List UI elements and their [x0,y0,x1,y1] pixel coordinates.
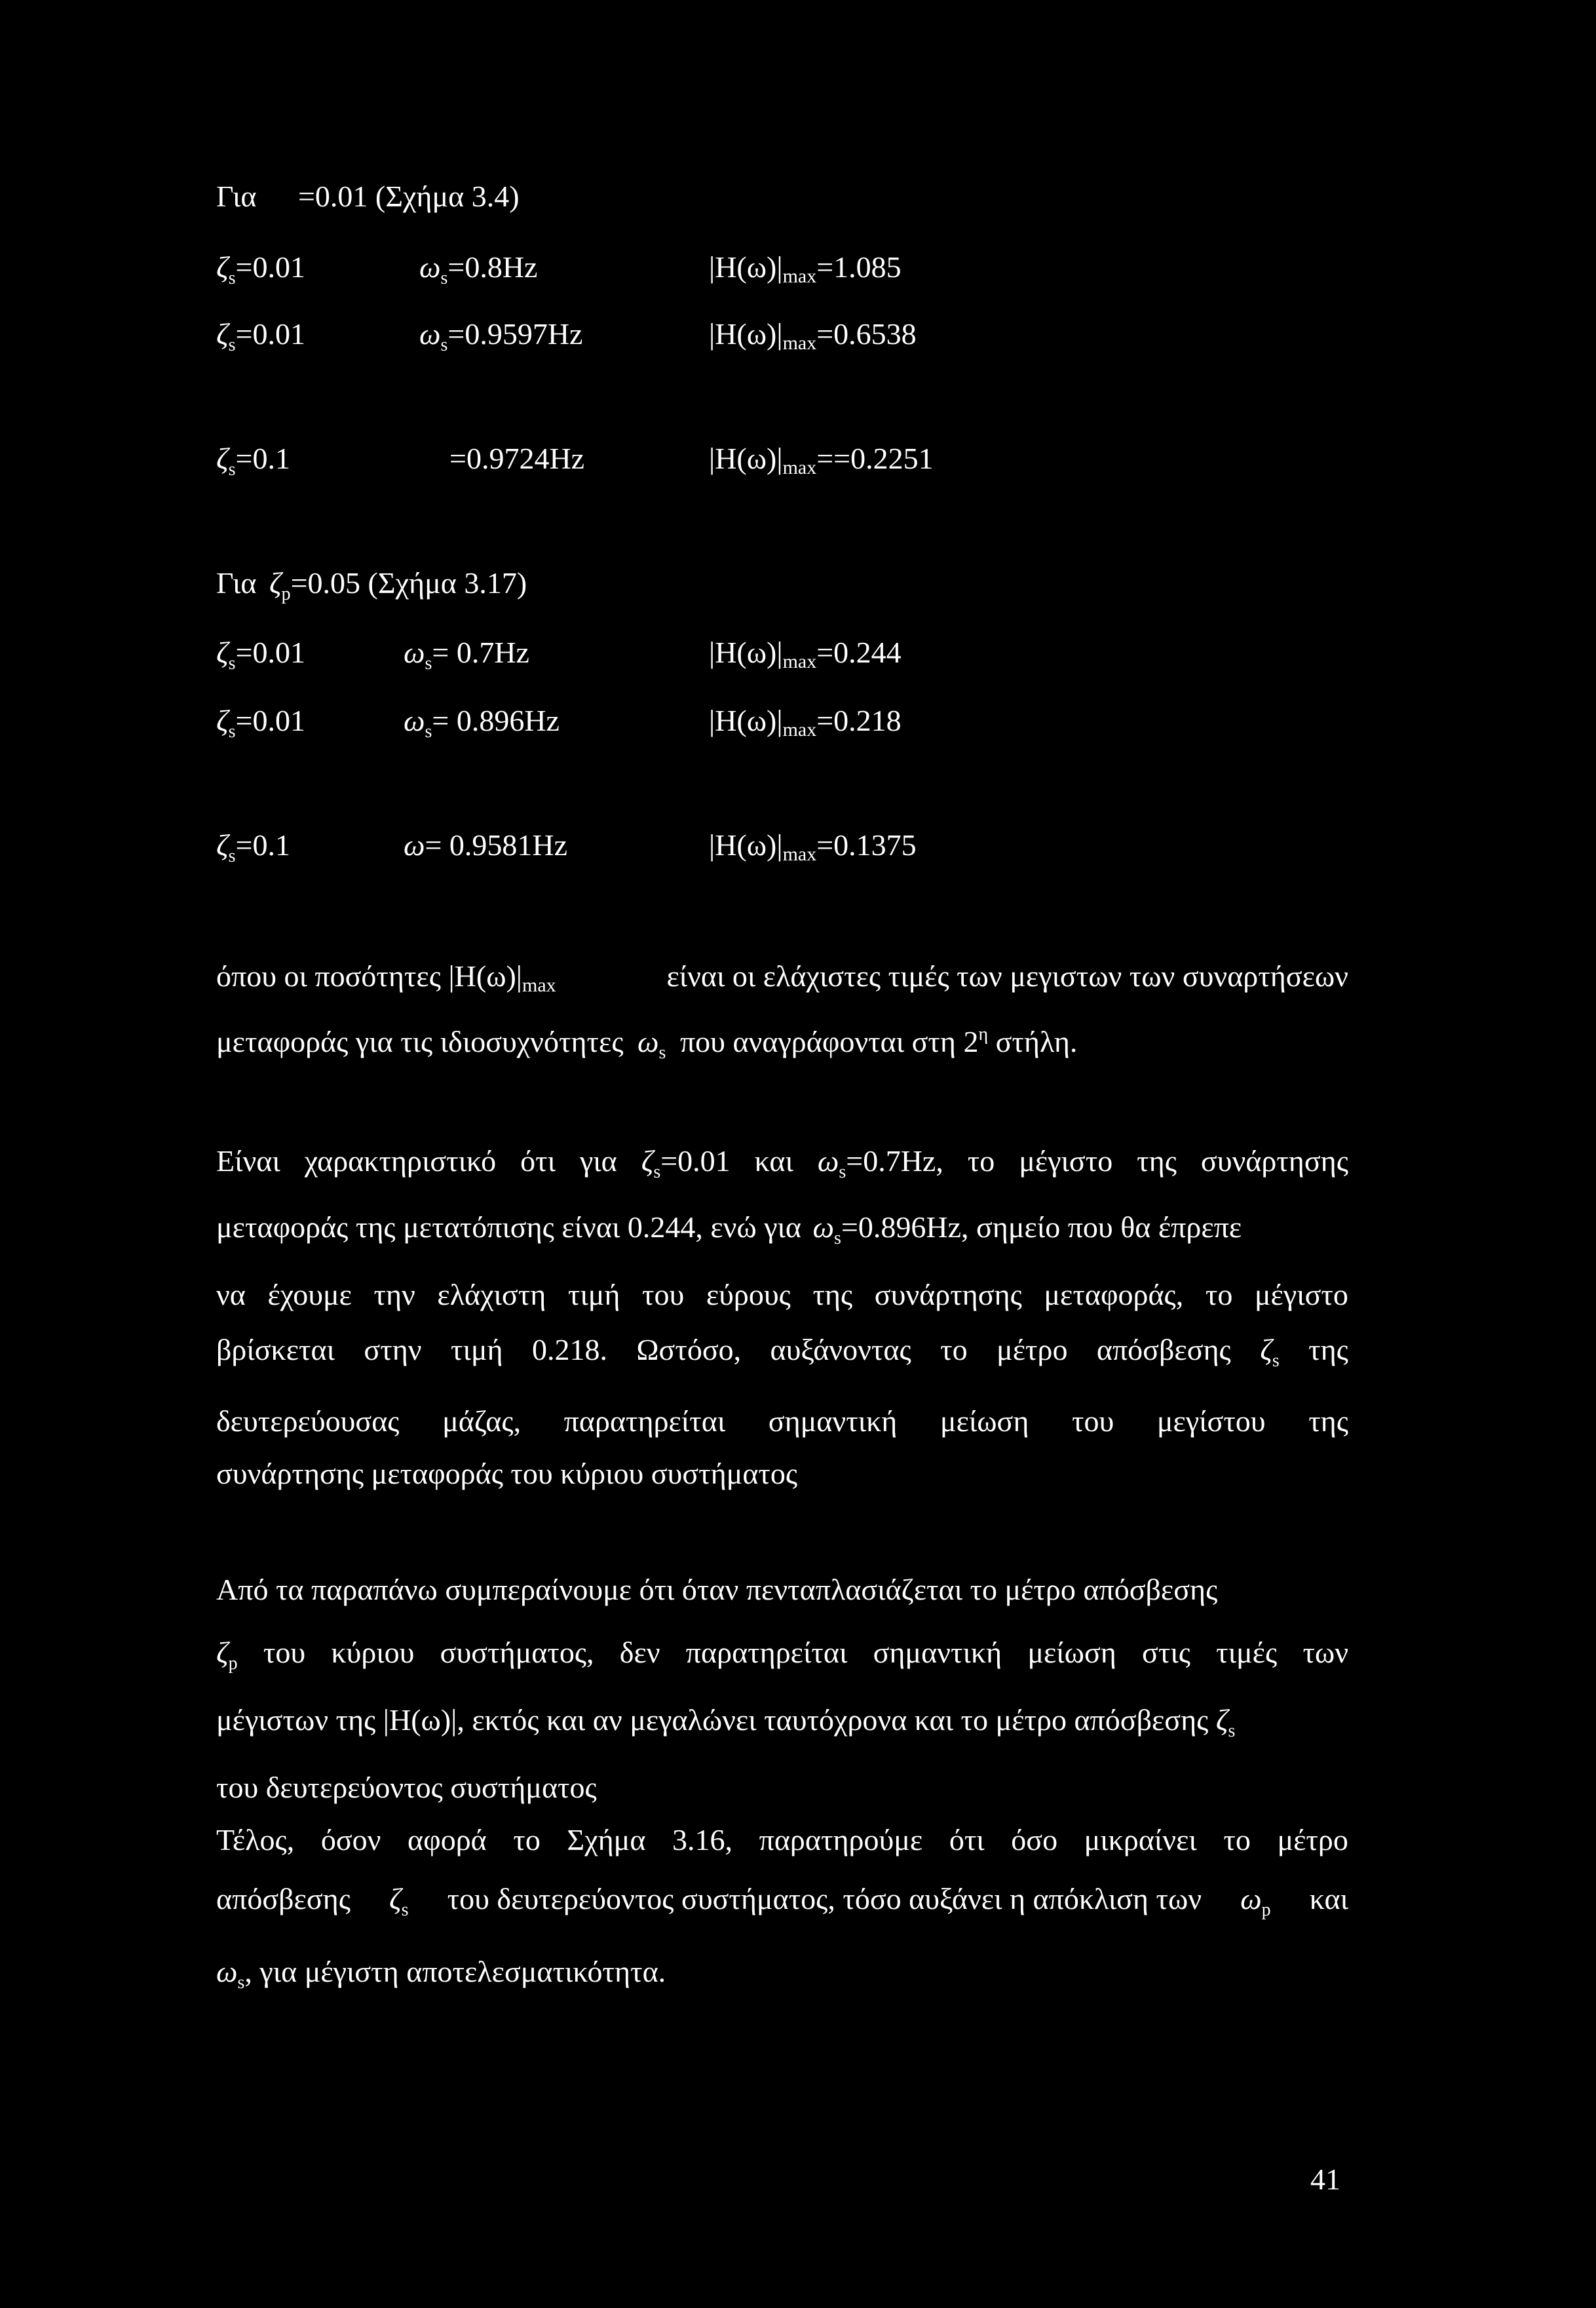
text-line: συνάρτησης μεταφοράς του κύριου συστήματος [216,1457,798,1490]
heading-prefix: Για [216,180,257,213]
h-cell: |H(ω)|max=1.085 [709,250,902,287]
block2-heading: Για $\zeta_p=0.05$ (Σχήμα 3.17) [216,566,527,604]
text-line: απόσβεσης $\zeta_s$ του δευτερεύοντος συστήματος, τόσο αυξάνει η απόκλιση των $\omega_p$ και [216,1882,1348,1920]
heading-value: =0.05 [290,566,361,600]
zeta-cell: $\zeta_s=0.01$ [216,704,305,742]
text-line: μεταφοράς της μετατόπισης είναι 0.244, ενώ για $\omega_s=0.896Hz$, σημείο που θα έπρεπε [216,1210,1242,1248]
text-line: του δευτερεύοντος συστήματος [216,1771,597,1804]
h-cell: |H(ω)|max=0.1375 [709,828,917,865]
text-line: όπου οι ποσότητες |H(ω)|max είναι οι ελάχιστες τιμές των μεγιστων των συναρτήσεων [216,959,1348,996]
text-line: Είναι χαρακτηριστικό ότι για $\zeta_s=0.01$ και $\omega_s=0.7Hz$, το μέγιστο της συνάρτησης [216,1144,1348,1182]
heading-value: =0.01 [297,180,368,213]
zeta-symbol: ζ [269,566,282,600]
block1-heading [216,178,520,215]
page-number: 41 [1310,2163,1340,2196]
zeta-cell: $\zeta_s=0.01$ [216,636,305,674]
omega-cell: =0.9724Hz [449,442,585,475]
omega-cell: ω= 0.9581Hz [404,828,568,862]
text-line: βρίσκεται στην τιμή 0.218. Ωστόσο, αυξάνοντας το μέτρο απόσβεσης $\zeta_s$ της [216,1333,1348,1371]
text-line: να έχουμε την ελάχιστη τιμή του εύρους της συνάρτησης μεταφοράς, το μέγιστο [216,1278,1348,1311]
zeta-cell: $\zeta_s=0.01$ [216,250,305,288]
h-cell: |H(ω)|max==0.2251 [709,442,934,478]
heading-note: (Σχήμα 3.4) [375,180,520,213]
paragraph-1 [216,958,1348,1065]
omega-cell: $\omega_s= 0.896Hz$ [404,704,560,742]
text-line: μέγιστων της |H(ω)|, εκτός και αν μεγαλώνει ταυτόχρονα και το μέτρο απόσβεσης $\zeta_s$ [216,1703,1236,1741]
omega-cell: $\omega_s= 0.7Hz$ [404,636,529,674]
heading-prefix: Για [216,566,257,600]
omega-cell: $\omega_s=0.9597Hz$ [419,317,583,355]
text-line: $\omega_s$, για μέγιστη αποτελεσματικότητα. [216,1955,666,1993]
heading-note: (Σχήμα 3.17) [368,566,527,600]
omega-cell: $\omega_s=0.8Hz$ [419,250,538,288]
text-line: $\zeta_p$ του κύριου συστήματος, δεν παρατηρείται σημαντική μείωση στις τιμές των [216,1636,1348,1674]
paragraph-3 [216,1571,1348,1995]
h-cell: |H(ω)|max=0.244 [709,636,902,672]
zeta-cell: $\zeta_s=0.1$ [216,828,290,866]
zeta-cell: $\zeta_s=0.1$ [216,442,290,480]
text-line: Τέλος, όσον αφορά το Σχήμα 3.16, παρατηρούμε ότι όσο μικραίνει το μέτρο [216,1823,1348,1856]
zeta-cell: $\zeta_s=0.01$ [216,317,305,355]
paragraph-2 [216,1143,1348,1492]
text-line: μεταφοράς για τις ιδιοσυχνότητες $\omega_s$ που αναγράφονται στη $2^\eta$ στήλη. [216,1024,1078,1063]
text-line: δευτερεύουσας μάζας, παρατηρείται σημαντική μείωση του μεγίστου της [216,1404,1348,1438]
text-line: Από τα παραπάνω συμπεραίνουμε ότι όταν πενταπλασιάζεται το μέτρο απόσβεσης [216,1573,1218,1606]
h-cell: |H(ω)|max=0.218 [709,704,902,740]
h-cell: |H(ω)|max=0.6538 [709,317,917,354]
